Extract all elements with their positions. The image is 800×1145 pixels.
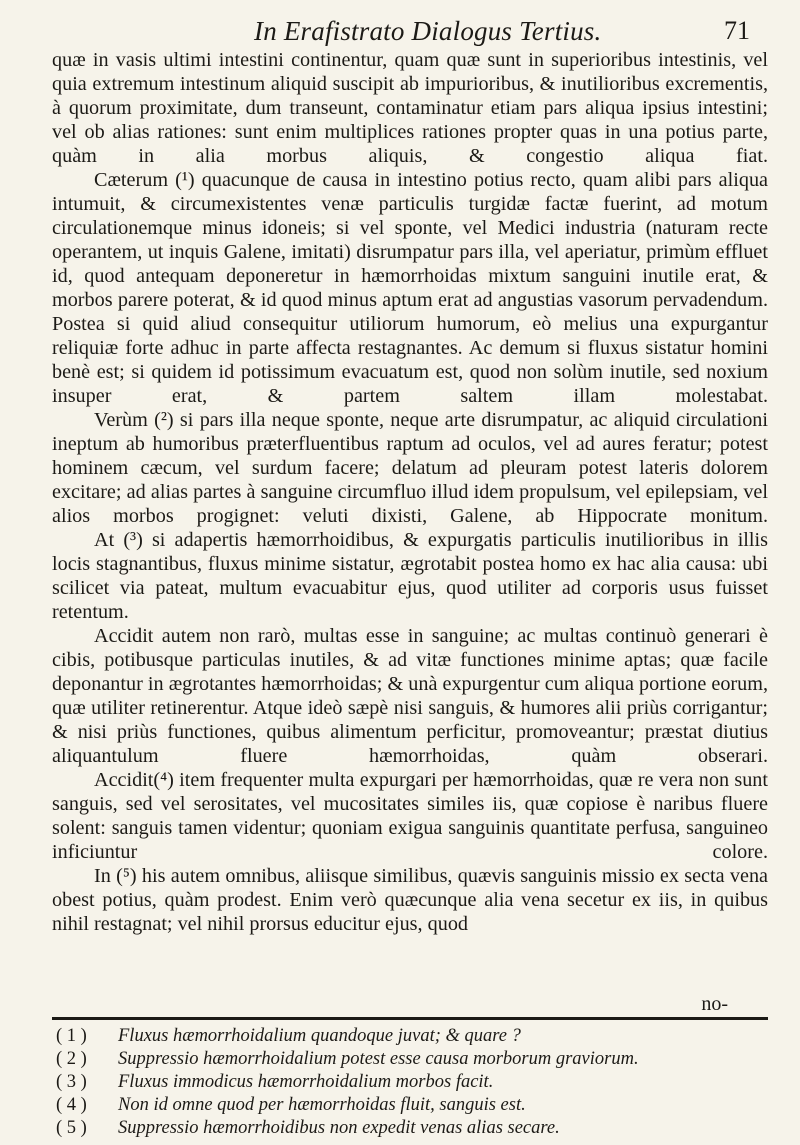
footnote-rule [52, 1017, 768, 1020]
paragraph: quæ in vasis ultimi intestini continentur, quam quæ sunt in superioribus intestinis, vel quia extremum intestinum aliquid suscipit ab impurioribus, & inutilioribus excrementis, à quorum proximitate, dum transeunt, contaminatur etiam pars aliqua ipsius intestini; vel ob alias rationes: sunt enim multiplices rationes propter quas in una potius parte, quàm in alia morbus aliquis, & congestio aliqua fiat. [52, 49, 768, 167]
body-text [52, 48, 768, 936]
paragraph: Verùm (²) si pars illa neque sponte, neque arte disrumpatur, ac aliquid circulationi ineptum ab humoribus præterfluentibus raptum ad oculos, vel ad aures feratur; potest hominem cæcum, vel surdum facere; delatum ad pleuram potest lateris dolorem excitare; ad alias partes à sanguine circumfluo illud idem propulsum, vel epilepsiam, vel alios morbos progignet: veluti dixisti, Galene, ab Hippocrate monitum. [52, 409, 768, 527]
footnote-text: Suppressio hæmorrhoidibus non expedit venas alias secare. [118, 1118, 560, 1138]
footnote-number: ( 4 ) [56, 1095, 87, 1115]
footnotes [56, 1025, 766, 1140]
page-header [0, 12, 800, 52]
footnote-text: Fluxus immodicus hæmorrhoidalium morbos facit. [118, 1072, 494, 1092]
paragraph: Cæterum (¹) quacunque de causa in intestino potius recto, quam alibi pars aliqua intumuit, & circumexistentes venæ particulis turgidæ factæ fuerint, ad motum circulationemque minus idoneis; si vel sponte, vel Medici industria (naturam recte operantem, ut inquis Galene, imitati) disrumpatur pars illa, vel aperiatur, primùm effluet id, quod antequam deponeretur in hæmorrhoidas mixtum sanguini inutile erat, & morbos parere poterat, & id quod minus aptum erat ad angustias vasorum pervadendum. Postea si quid aliud consequitur utiliorum humorum, eò melius una expurgantur reliquiæ forte adhuc in parte affecta restagnantes. Ac demum si fluxus sistatur homini benè est; si quidem id potissimum evacuatum est, quod non solùm inutile, sed noxium insuper erat, & partem saltem illam molestabat. [52, 169, 768, 407]
footnote-text: Non id omne quod per hæmorrhoidas fluit, sanguis est. [118, 1095, 526, 1115]
footnote-number: ( 5 ) [56, 1118, 87, 1138]
paragraph: Accidit autem non rarò, multas esse in sanguine; ac multas continuò generari è cibis, potibusque particulas inutiles, & ad vitæ functiones minime aptas; quæ facile deponantur in ægrotantes hæmorrhoidas; & unà expurgentur cum aliqua portione eorum, quæ utiliter retinerentur. Atque ideò sæpè nisi sanguis, & humores alii priùs corrigantur; & nisi priùs functiones, quibus alimentum perficitur, promoveantur; præstat diutius aliquantulum fluere hæmorrhoidas, quàm obserari. [52, 625, 768, 767]
footnote-number: ( 3 ) [56, 1072, 87, 1092]
catchword: no- [701, 993, 728, 1015]
footnote [56, 1025, 766, 1048]
paragraph: Accidit(⁴) item frequenter multa expurgari per hæmorrhoidas, quæ re vera non sunt sanguis, sed vel serositates, vel mucositates similes iis, quæ copiose è naribus fluere solent: sanguis tamen videntur; quoniam exigua sanguinis quantitate perfusa, sanguineo inficiuntur colore. [52, 769, 768, 863]
paragraph: In (⁵) his autem omnibus, aliisque similibus, quævis sanguinis missio ex secta vena obest potius, quàm prodest. Enim verò quæcunque alia vena secetur ex iis, in quibus nihil restagnat; vel nihil prorsus educitur ejus, quod [52, 865, 768, 935]
footnote-text: Suppressio hæmorrhoidalium potest esse causa morborum graviorum. [118, 1049, 639, 1069]
footnote [56, 1117, 766, 1140]
footnote-text: Fluxus hæmorrhoidalium quandoque juvat; & quare ? [118, 1026, 521, 1046]
page-number: 71 [724, 16, 750, 45]
footnote-number: ( 1 ) [56, 1026, 87, 1046]
footnote [56, 1071, 766, 1094]
footnote-number: ( 2 ) [56, 1049, 87, 1069]
footnote [56, 1048, 766, 1071]
footnote [56, 1094, 766, 1117]
running-title: In Erafistrato Dialogus Tertius. [254, 16, 602, 46]
paragraph: At (³) si adapertis hæmorrhoidibus, & expurgatis particulis inutilioribus in illis locis stagnantibus, fluxus minime sistatur, ægrotabit postea homo ex hac alia causa: ubi scilicet via pateat, multum evacuabitur ejus, quod utiliter ad corporis usus fuisset retentum. [52, 529, 768, 623]
